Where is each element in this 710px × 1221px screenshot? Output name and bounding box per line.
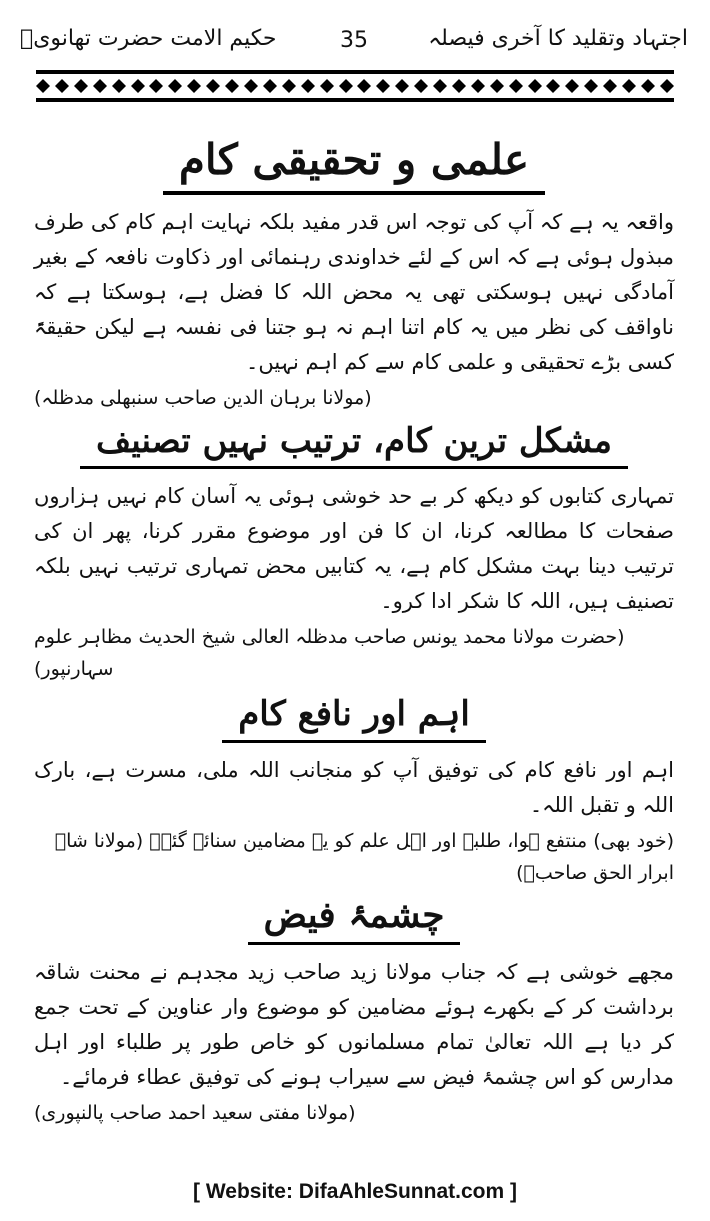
diamond-ornament-icon — [36, 79, 50, 93]
section-paragraph: تمہاری کتابوں کو دیکھ کر بے حد خوشی ہوئی یہ آسان کام نہیں ہزاروں صفحات کا مطالعہ کرنا، ان کا فن اور موضوع مقرر کرنا، پھر ان کی ترتیب دینا بہت مشکل کام ہے، یہ کتابیں محض تمہاری ترتیب نہیں بلکہ تصنیف ہیں، اللہ کا شکر ادا کرو۔ — [34, 484, 674, 613]
diamond-ornament-icon — [357, 79, 371, 93]
diamond-ornament-icon — [471, 79, 485, 93]
page-body — [34, 112, 674, 1129]
diamond-ornament-icon — [641, 79, 655, 93]
diamond-ornament-icon — [339, 79, 353, 93]
section-heading-difficult-work: مشکل ترین کام، ترتیب نہیں تصنیف — [34, 420, 674, 470]
diamond-ornament-icon — [112, 79, 126, 93]
diamond-ornament-icon — [452, 79, 466, 93]
diamond-ornament-icon — [301, 79, 315, 93]
diamond-ornament-icon — [244, 79, 258, 93]
running-header — [20, 22, 688, 62]
diamond-ornament-icon — [395, 79, 409, 93]
website-footer: [ Website: DifaAhleSunnat.com ] — [193, 1180, 517, 1203]
diamond-ornament-icon — [320, 79, 334, 93]
diamond-ornament-icon — [660, 79, 674, 93]
page-number: 35 — [340, 28, 368, 53]
section-credit: (حضرت مولانا محمد یونس صاحب مدظلہ العالی شیخ الحدیث مظاہر علوم سہارنپور) — [34, 626, 625, 680]
section-heading-scholarly-work: علمی و تحقیقی کام — [34, 134, 674, 195]
diamond-ornament-icon — [509, 79, 523, 93]
diamond-ornament-icon — [376, 79, 390, 93]
section-paragraph: مجھے خوشی ہے کہ جناب مولانا زید صاحب زید مجدہم نے محنت شاقہ برداشت کر کے بکھرے ہوئے مضامین کو موضوع وار عناوین کے تحت جمع کر دیا ہے اللہ تعالیٰ تمام مسلمانوں کو خاص طور پر طلباء اور اہل مدارس کو اس چشمۂ فیض سے سیراب ہونے کی توفیق عطاء فرمائے۔ — [34, 959, 674, 1089]
section-heading-useful-work: اہم اور نافع کام — [34, 693, 674, 743]
diamond-ornament-icon — [546, 79, 560, 93]
ornament-top-rule — [36, 70, 674, 74]
diamond-ornament-icon — [74, 79, 88, 93]
diamond-ornament-icon — [187, 79, 201, 93]
diamond-ornament-row — [36, 76, 674, 96]
section-heading-spring-of-grace: چشمۂ فیض — [34, 893, 674, 945]
diamond-ornament-icon — [414, 79, 428, 93]
author-name: حکیم الامت حضرت تھانویؒ — [20, 26, 277, 51]
diamond-ornament-icon — [263, 79, 277, 93]
diamond-ornament-icon — [622, 79, 636, 93]
diamond-ornament-icon — [584, 79, 598, 93]
section-credit: (مولانا برہان الدین صاحب سنبھلی مدظلہ) — [34, 386, 372, 409]
diamond-ornament-icon — [55, 79, 69, 93]
diamond-ornament-icon — [528, 79, 542, 93]
section-credit: (خود بھی) منتفع ہوا، طلبہ اور اہل علم کو یہ مضامین سنائے گئے۔ (مولانا شاہ ابرار الحق صاحبؒ) — [54, 829, 674, 884]
diamond-ornament-icon — [490, 79, 504, 93]
diamond-ornament-icon — [168, 79, 182, 93]
diamond-ornament-icon — [565, 79, 579, 93]
diamond-ornament-icon — [93, 79, 107, 93]
section-paragraph: واقعہ یہ ہے کہ آپ کی توجہ اس قدر مفید بلکہ نہایت اہم کام کی طرف مبذول ہوئی ہے کہ اس کے لئے خداوندی رہنمائی اور ذکاوت نافعہ کے بغیر آمادگی نہیں ہوسکتی تھی یہ محض اللہ کا فضل ہے، ہوسکتا ہے کہ ناواقف کی نظر میں یہ کام اتنا اہم نہ ہو جتنا فی نفسہ ہے لیکن حقیقۃً کسی بڑے تحقیقی و علمی کام سے کم اہم نہیں۔ — [34, 209, 674, 374]
section-paragraph: اہم اور نافع کام کی توفیق آپ کو منجانب اللہ ملی، مسرت ہے، بارک اللہ و تقبل اللہ۔ — [34, 757, 674, 817]
diamond-ornament-icon — [149, 79, 163, 93]
diamond-ornament-icon — [131, 79, 145, 93]
diamond-ornament-icon — [603, 79, 617, 93]
book-title: اجتہاد وتقلید کا آخری فیصلہ — [428, 26, 688, 51]
header-ornament-divider — [36, 70, 674, 102]
diamond-ornament-icon — [433, 79, 447, 93]
section-credit: (مولانا مفتی سعید احمد صاحب پالنپوری) — [34, 1101, 356, 1124]
ornament-bottom-rule — [36, 98, 674, 102]
diamond-ornament-icon — [225, 79, 239, 93]
diamond-ornament-icon — [206, 79, 220, 93]
diamond-ornament-icon — [282, 79, 296, 93]
